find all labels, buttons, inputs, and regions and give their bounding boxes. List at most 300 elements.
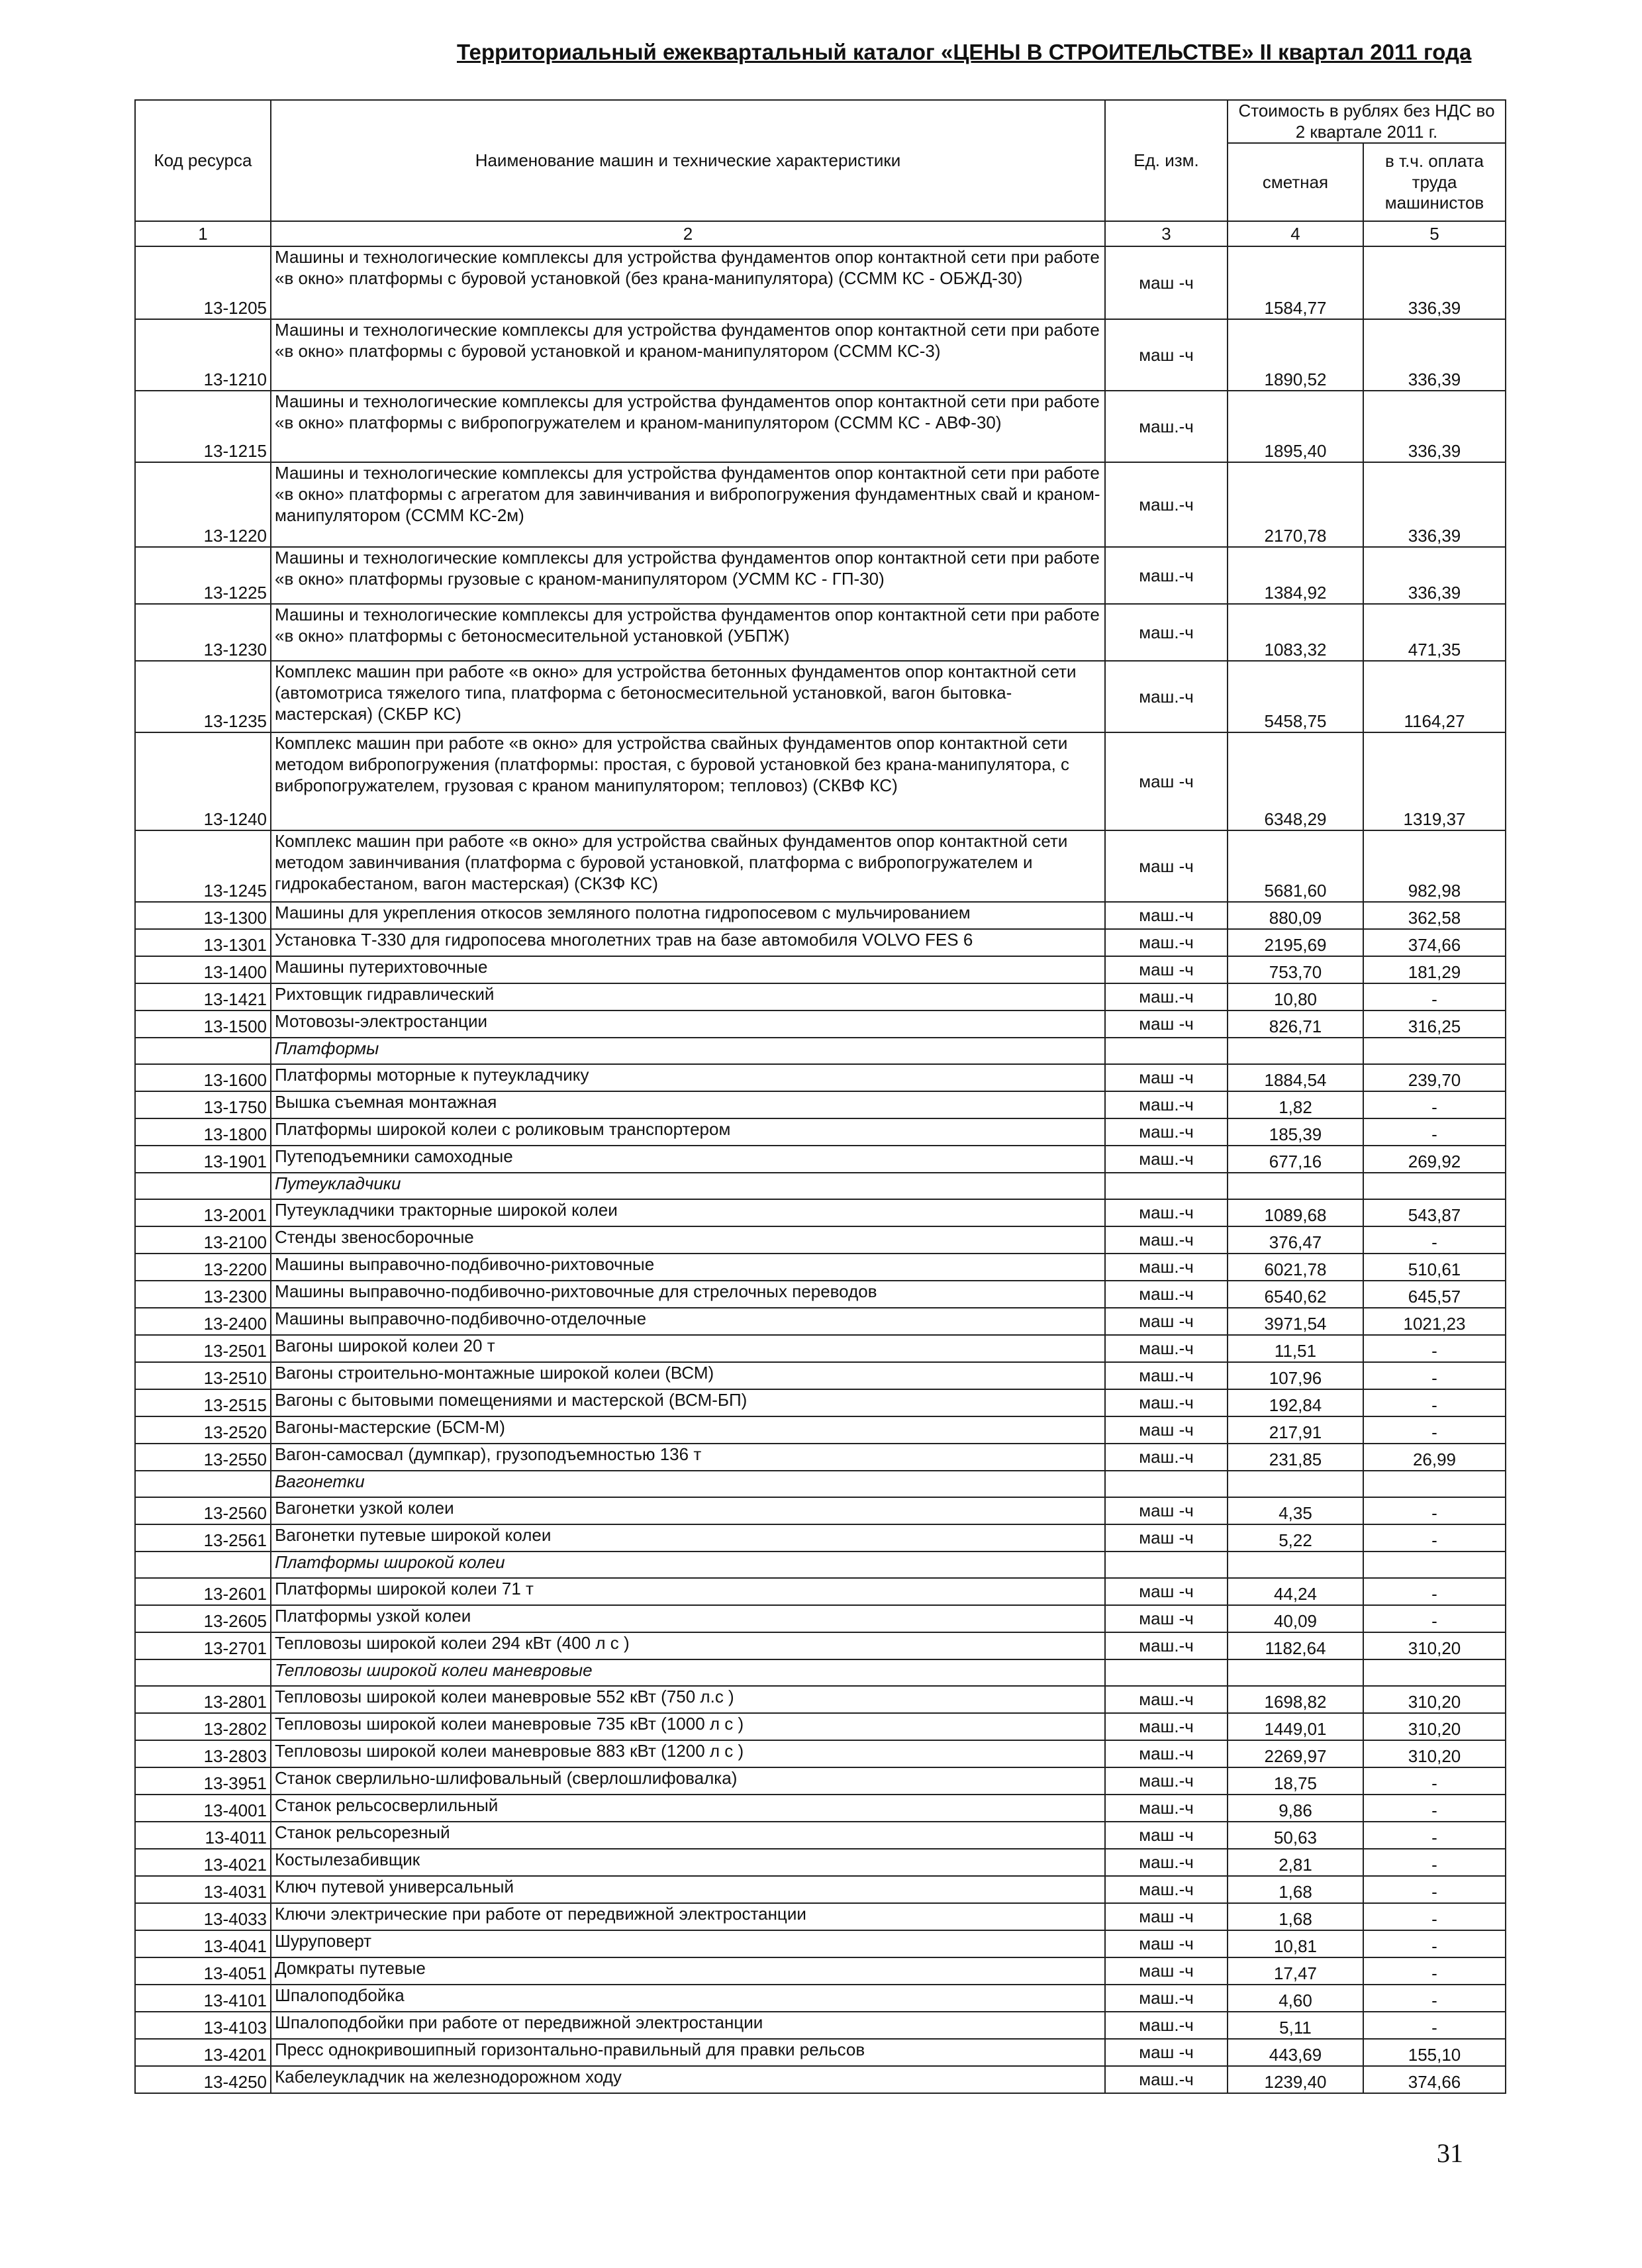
table-row <box>135 1903 1506 1930</box>
code-cell <box>135 1659 271 1686</box>
machine-name: Комплекс машин при работе «в окно» для устройства бетонных фундаментов опор контактной сети (автомотриса тяжелого типа, платформа с бетоносмесительной установкой, вагон бытовка-мастерская) (СКБР КС) <box>271 661 1105 732</box>
operator-wage: 374,66 <box>1363 2066 1506 2093</box>
section-title: Вагонетки <box>271 1471 1105 1497</box>
unit-of-measure: маш.-ч <box>1105 1849 1228 1876</box>
operator-wage: - <box>1363 1605 1506 1632</box>
unit-of-measure: маш.-ч <box>1105 547 1228 604</box>
price-cell <box>1228 1659 1363 1686</box>
resource-code: 13-4101 <box>135 1985 271 2012</box>
table-row <box>135 2012 1506 2039</box>
resource-code: 13-1901 <box>135 1146 271 1173</box>
resource-code: 13-1301 <box>135 929 271 956</box>
table-row <box>135 1254 1506 1281</box>
unit-of-measure: маш -ч <box>1105 1011 1228 1038</box>
estimated-cost: 44,24 <box>1228 1578 1363 1605</box>
unit-cell <box>1105 1038 1228 1064</box>
estimated-cost: 4,60 <box>1228 1985 1363 2012</box>
table-row <box>135 1795 1506 1822</box>
estimated-cost: 376,47 <box>1228 1226 1363 1254</box>
machine-name: Пресс однокривошипный горизонтально-правильный для правки рельсов <box>271 2039 1105 2066</box>
estimated-cost: 6348,29 <box>1228 732 1363 830</box>
machine-name: Машины выправочно-подбивочно-рихтовочные <box>271 1254 1105 1281</box>
column-number: 1 <box>135 221 271 246</box>
operator-wage: 316,25 <box>1363 1011 1506 1038</box>
machine-name: Платформы широкой колеи с роликовым транспортером <box>271 1118 1105 1146</box>
resource-code: 13-2561 <box>135 1524 271 1552</box>
unit-cell <box>1105 1659 1228 1686</box>
unit-of-measure: маш.-ч <box>1105 391 1228 462</box>
machine-name: Шпалоподбойка <box>271 1985 1105 2012</box>
unit-of-measure: маш.-ч <box>1105 1335 1228 1362</box>
operator-wage: 269,92 <box>1363 1146 1506 1173</box>
resource-code: 13-4041 <box>135 1930 271 1957</box>
resource-code: 13-4250 <box>135 2066 271 2093</box>
table-row <box>135 830 1506 902</box>
resource-code: 13-2400 <box>135 1308 271 1335</box>
unit-of-measure: маш -ч <box>1105 1930 1228 1957</box>
unit-of-measure: маш.-ч <box>1105 1254 1228 1281</box>
resource-code: 13-4031 <box>135 1876 271 1903</box>
table-row <box>135 1362 1506 1389</box>
table-row <box>135 1416 1506 1444</box>
table-row <box>135 1605 1506 1632</box>
operator-wage: 982,98 <box>1363 830 1506 902</box>
table-row <box>135 956 1506 983</box>
operator-wage: - <box>1363 1903 1506 1930</box>
machine-name: Вышка съемная монтажная <box>271 1091 1105 1118</box>
estimated-cost: 1890,52 <box>1228 319 1363 391</box>
machine-name: Тепловозы широкой колеи маневровые 552 кВт (750 л.с ) <box>271 1686 1105 1713</box>
operator-wage: 26,99 <box>1363 1444 1506 1471</box>
unit-of-measure: маш -ч <box>1105 1957 1228 1985</box>
estimated-cost: 5,11 <box>1228 2012 1363 2039</box>
table-row <box>135 391 1506 462</box>
resource-code: 13-1245 <box>135 830 271 902</box>
operator-wage: 645,57 <box>1363 1281 1506 1308</box>
operator-wage: 1319,37 <box>1363 732 1506 830</box>
resource-code: 13-2801 <box>135 1686 271 1713</box>
column-number: 4 <box>1228 221 1363 246</box>
machine-name: Машины выправочно-подбивочно-рихтовочные для стрелочных переводов <box>271 1281 1105 1308</box>
header-code: Код ресурса <box>135 100 271 221</box>
operator-wage: - <box>1363 1335 1506 1362</box>
machine-name: Домкраты путевые <box>271 1957 1105 1985</box>
estimated-cost: 2195,69 <box>1228 929 1363 956</box>
resource-code: 13-2701 <box>135 1632 271 1659</box>
price-cell <box>1228 1471 1363 1497</box>
resource-code: 13-1205 <box>135 246 271 319</box>
table-row <box>135 547 1506 604</box>
unit-of-measure: маш -ч <box>1105 1822 1228 1849</box>
estimated-cost: 1182,64 <box>1228 1632 1363 1659</box>
table-row <box>135 1822 1506 1849</box>
operator-wage: 155,10 <box>1363 2039 1506 2066</box>
operator-wage: - <box>1363 1524 1506 1552</box>
table-row <box>135 1632 1506 1659</box>
machine-name: Платформы моторные к путеукладчику <box>271 1064 1105 1091</box>
estimated-cost: 2269,97 <box>1228 1740 1363 1767</box>
column-number: 5 <box>1363 221 1506 246</box>
machine-name: Платформы узкой колеи <box>271 1605 1105 1632</box>
unit-of-measure: маш.-ч <box>1105 902 1228 929</box>
estimated-cost: 3971,54 <box>1228 1308 1363 1335</box>
unit-of-measure: маш -ч <box>1105 732 1228 830</box>
machine-name: Вагоны-мастерские (БСМ-М) <box>271 1416 1105 1444</box>
wage-cell <box>1363 1659 1506 1686</box>
machine-name: Машины и технологические комплексы для устройства фундаментов опор контактной сети при работе «в окно» платформы с агрегатом для завинчивания и вибропогружения фундаментных свай и краном-манипулятором (ССММ КС-2м) <box>271 462 1105 547</box>
table-row <box>135 661 1506 732</box>
resource-code: 13-1225 <box>135 547 271 604</box>
operator-wage: 471,35 <box>1363 604 1506 661</box>
estimated-cost: 4,35 <box>1228 1497 1363 1524</box>
machine-name: Машины для укрепления откосов земляного полотна гидропосевом с мульчированием <box>271 902 1105 929</box>
operator-wage: 310,20 <box>1363 1713 1506 1740</box>
estimated-cost: 40,09 <box>1228 1605 1363 1632</box>
machine-name: Вагонетки узкой колеи <box>271 1497 1105 1524</box>
table-row <box>135 2066 1506 2093</box>
section-title: Тепловозы широкой колеи маневровые <box>271 1659 1105 1686</box>
machine-name: Машины и технологические комплексы для устройства фундаментов опор контактной сети при работе «в окно» платформы с бетоносмесительной установкой (УБПЖ) <box>271 604 1105 661</box>
unit-of-measure: маш.-ч <box>1105 1985 1228 2012</box>
machine-name: Машины и технологические комплексы для устройства фундаментов опор контактной сети при работе «в окно» платформы с буровой установкой (без крана-манипулятора) (ССММ КС - ОБЖД-30) <box>271 246 1105 319</box>
table-row <box>135 1713 1506 1740</box>
estimated-cost: 217,91 <box>1228 1416 1363 1444</box>
resource-code: 13-4011 <box>135 1822 271 1849</box>
operator-wage: 374,66 <box>1363 929 1506 956</box>
operator-wage: 510,61 <box>1363 1254 1506 1281</box>
machine-name: Вагонетки путевые широкой колеи <box>271 1524 1105 1552</box>
machine-name: Тепловозы широкой колеи маневровые 883 кВт (1200 л с ) <box>271 1740 1105 1767</box>
resource-code: 13-1500 <box>135 1011 271 1038</box>
operator-wage: - <box>1363 1578 1506 1605</box>
unit-of-measure: маш.-ч <box>1105 1389 1228 1416</box>
resource-code: 13-2605 <box>135 1605 271 1632</box>
unit-of-measure: маш.-ч <box>1105 661 1228 732</box>
estimated-cost: 1384,92 <box>1228 547 1363 604</box>
operator-wage: - <box>1363 1849 1506 1876</box>
resource-code: 13-4051 <box>135 1957 271 1985</box>
machine-name: Тепловозы широкой колеи маневровые 735 кВт (1000 л с ) <box>271 1713 1105 1740</box>
unit-of-measure: маш.-ч <box>1105 2066 1228 2093</box>
operator-wage: - <box>1363 1389 1506 1416</box>
code-cell <box>135 1038 271 1064</box>
header-unit: Ед. изм. <box>1105 100 1228 221</box>
machine-name: Ключ путевой универсальный <box>271 1876 1105 1903</box>
estimated-cost: 107,96 <box>1228 1362 1363 1389</box>
operator-wage: - <box>1363 1876 1506 1903</box>
estimated-cost: 1,68 <box>1228 1903 1363 1930</box>
unit-of-measure: маш.-ч <box>1105 1226 1228 1254</box>
machine-name: Комплекс машин при работе «в окно» для устройства свайных фундаментов опор контактной сети методом завинчивания (платформа с буровой установкой, платформа с вибропогружателем и гидрокабестаном, вагон мастерская) (СКЗФ КС) <box>271 830 1105 902</box>
table-row <box>135 732 1506 830</box>
estimated-cost: 185,39 <box>1228 1118 1363 1146</box>
resource-code: 13-2520 <box>135 1416 271 1444</box>
resource-code: 13-2515 <box>135 1389 271 1416</box>
code-cell <box>135 1552 271 1578</box>
table-row <box>135 604 1506 661</box>
section-row <box>135 1173 1506 1199</box>
resource-code: 13-1215 <box>135 391 271 462</box>
unit-of-measure: маш -ч <box>1105 246 1228 319</box>
unit-of-measure: маш -ч <box>1105 1064 1228 1091</box>
table-row <box>135 1308 1506 1335</box>
operator-wage: 543,87 <box>1363 1199 1506 1226</box>
table-row <box>135 1767 1506 1795</box>
estimated-cost: 1449,01 <box>1228 1713 1363 1740</box>
unit-of-measure: маш.-ч <box>1105 1444 1228 1471</box>
wage-cell <box>1363 1038 1506 1064</box>
estimated-cost: 2,81 <box>1228 1849 1363 1876</box>
table-row <box>135 1118 1506 1146</box>
estimated-cost: 5,22 <box>1228 1524 1363 1552</box>
resource-code: 13-2200 <box>135 1254 271 1281</box>
header-wages: в т.ч. оплата труда машинистов <box>1363 143 1506 221</box>
operator-wage: - <box>1363 1795 1506 1822</box>
section-title: Путеукладчики <box>271 1173 1105 1199</box>
unit-of-measure: маш -ч <box>1105 2039 1228 2066</box>
machine-name: Платформы широкой колеи 71 т <box>271 1578 1105 1605</box>
machine-name: Путеподъемники самоходные <box>271 1146 1105 1173</box>
header-name: Наименование машин и технические характеристики <box>271 100 1105 221</box>
unit-of-measure: маш.-ч <box>1105 604 1228 661</box>
machine-name: Шпалоподбойки при работе от передвижной электростанции <box>271 2012 1105 2039</box>
price-cell <box>1228 1552 1363 1578</box>
resource-code: 13-1235 <box>135 661 271 732</box>
table-row <box>135 1849 1506 1876</box>
code-cell <box>135 1471 271 1497</box>
table-row <box>135 1985 1506 2012</box>
unit-of-measure: маш.-ч <box>1105 1795 1228 1822</box>
resource-code: 13-2550 <box>135 1444 271 1471</box>
unit-of-measure: маш.-ч <box>1105 983 1228 1011</box>
estimated-cost: 1,82 <box>1228 1091 1363 1118</box>
section-title: Платформы широкой колеи <box>271 1552 1105 1578</box>
estimated-cost: 5458,75 <box>1228 661 1363 732</box>
table-row <box>135 1226 1506 1254</box>
resource-code: 13-2300 <box>135 1281 271 1308</box>
unit-of-measure: маш.-ч <box>1105 1713 1228 1740</box>
unit-of-measure: маш -ч <box>1105 1308 1228 1335</box>
unit-cell <box>1105 1471 1228 1497</box>
resource-code: 13-4033 <box>135 1903 271 1930</box>
estimated-cost: 6540,62 <box>1228 1281 1363 1308</box>
section-row <box>135 1471 1506 1497</box>
machine-name: Станок сверлильно-шлифовальный (сверлошлифовалка) <box>271 1767 1105 1795</box>
operator-wage: 181,29 <box>1363 956 1506 983</box>
wage-cell <box>1363 1471 1506 1497</box>
machine-name: Машины выправочно-подбивочно-отделочные <box>271 1308 1105 1335</box>
operator-wage: 1021,23 <box>1363 1308 1506 1335</box>
table-row <box>135 1524 1506 1552</box>
estimated-cost: 9,86 <box>1228 1795 1363 1822</box>
unit-of-measure: маш -ч <box>1105 956 1228 983</box>
table-row <box>135 1281 1506 1308</box>
resource-code: 13-2802 <box>135 1713 271 1740</box>
resource-code: 13-2001 <box>135 1199 271 1226</box>
table-row <box>135 1146 1506 1173</box>
wage-cell <box>1363 1552 1506 1578</box>
operator-wage: 362,58 <box>1363 902 1506 929</box>
operator-wage: 336,39 <box>1363 319 1506 391</box>
operator-wage: - <box>1363 1362 1506 1389</box>
operator-wage: - <box>1363 1226 1506 1254</box>
unit-of-measure: маш.-ч <box>1105 1199 1228 1226</box>
resource-code: 13-1230 <box>135 604 271 661</box>
resource-code: 13-1210 <box>135 319 271 391</box>
table-row <box>135 983 1506 1011</box>
estimated-cost: 1884,54 <box>1228 1064 1363 1091</box>
resource-code: 13-1421 <box>135 983 271 1011</box>
table-row <box>135 2039 1506 2066</box>
table-row <box>135 1957 1506 1985</box>
estimated-cost: 10,80 <box>1228 983 1363 1011</box>
section-row <box>135 1552 1506 1578</box>
table-row <box>135 1578 1506 1605</box>
table-body <box>135 246 1506 2093</box>
resource-code: 13-1240 <box>135 732 271 830</box>
unit-of-measure: маш -ч <box>1105 1524 1228 1552</box>
operator-wage: - <box>1363 1767 1506 1795</box>
estimated-cost: 753,70 <box>1228 956 1363 983</box>
operator-wage: - <box>1363 1957 1506 1985</box>
operator-wage: 336,39 <box>1363 246 1506 319</box>
machine-name: Мотовозы-электростанции <box>271 1011 1105 1038</box>
wage-cell <box>1363 1173 1506 1199</box>
unit-cell <box>1105 1173 1228 1199</box>
operator-wage: - <box>1363 1930 1506 1957</box>
machine-name: Рихтовщик гидравлический <box>271 983 1105 1011</box>
machine-name: Станок рельсосверлильный <box>271 1795 1105 1822</box>
resource-code: 13-2510 <box>135 1362 271 1389</box>
table-row <box>135 1686 1506 1713</box>
estimated-cost: 677,16 <box>1228 1146 1363 1173</box>
page-title: Территориальный ежеквартальный каталог «ЦЕНЫ В СТРОИТЕЛЬСТВЕ» II квартал 2011 года <box>457 40 1472 64</box>
unit-cell <box>1105 1552 1228 1578</box>
table-row <box>135 1199 1506 1226</box>
estimated-cost: 6021,78 <box>1228 1254 1363 1281</box>
unit-of-measure: маш.-ч <box>1105 929 1228 956</box>
machine-name: Стенды звеносборочные <box>271 1226 1105 1254</box>
unit-of-measure: маш.-ч <box>1105 1281 1228 1308</box>
machine-name: Костылезабивщик <box>271 1849 1105 1876</box>
resource-code: 13-1220 <box>135 462 271 547</box>
unit-of-measure: маш -ч <box>1105 1497 1228 1524</box>
table-row <box>135 1335 1506 1362</box>
column-number: 3 <box>1105 221 1228 246</box>
unit-of-measure: маш -ч <box>1105 830 1228 902</box>
resource-code: 13-1400 <box>135 956 271 983</box>
operator-wage: - <box>1363 1497 1506 1524</box>
machine-name: Машины и технологические комплексы для устройства фундаментов опор контактной сети при работе «в окно» платформы с вибропогружателем и краном-манипулятором (ССММ КС - АВФ-30) <box>271 391 1105 462</box>
machine-name: Путеукладчики тракторные широкой колеи <box>271 1199 1105 1226</box>
header-cost-group: Стоимость в рублях без НДС во 2 квартале 2011 г. <box>1228 100 1506 143</box>
price-cell <box>1228 1173 1363 1199</box>
estimated-cost: 1239,40 <box>1228 2066 1363 2093</box>
estimated-cost: 17,47 <box>1228 1957 1363 1985</box>
table-row <box>135 1876 1506 1903</box>
table-row <box>135 1740 1506 1767</box>
unit-of-measure: маш -ч <box>1105 1903 1228 1930</box>
unit-of-measure: маш -ч <box>1105 1416 1228 1444</box>
operator-wage: - <box>1363 2012 1506 2039</box>
resource-code: 13-1600 <box>135 1064 271 1091</box>
operator-wage: - <box>1363 1985 1506 2012</box>
unit-of-measure: маш.-ч <box>1105 1091 1228 1118</box>
estimated-cost: 18,75 <box>1228 1767 1363 1795</box>
resource-code: 13-1300 <box>135 902 271 929</box>
resource-code: 13-2803 <box>135 1740 271 1767</box>
unit-of-measure: маш.-ч <box>1105 2012 1228 2039</box>
operator-wage: 336,39 <box>1363 547 1506 604</box>
column-number: 2 <box>271 221 1105 246</box>
estimated-cost: 1089,68 <box>1228 1199 1363 1226</box>
code-cell <box>135 1173 271 1199</box>
unit-of-measure: маш.-ч <box>1105 1146 1228 1173</box>
machine-name: Машины и технологические комплексы для устройства фундаментов опор контактной сети при работе «в окно» платформы грузовые с краном-манипулятором (УСММ КС - ГП-30) <box>271 547 1105 604</box>
estimated-cost: 50,63 <box>1228 1822 1363 1849</box>
machine-name: Тепловозы широкой колеи 294 кВт (400 л с ) <box>271 1632 1105 1659</box>
estimated-cost: 443,69 <box>1228 2039 1363 2066</box>
section-row <box>135 1038 1506 1064</box>
estimated-cost: 826,71 <box>1228 1011 1363 1038</box>
estimated-cost: 10,81 <box>1228 1930 1363 1957</box>
machine-name: Вагоны широкой колеи 20 т <box>271 1335 1105 1362</box>
machine-name: Вагоны строительно-монтажные широкой колеи (ВСМ) <box>271 1362 1105 1389</box>
table-row <box>135 929 1506 956</box>
estimated-cost: 2170,78 <box>1228 462 1363 547</box>
table-row <box>135 1389 1506 1416</box>
table-row <box>135 319 1506 391</box>
resource-code: 13-4001 <box>135 1795 271 1822</box>
estimated-cost: 1698,82 <box>1228 1686 1363 1713</box>
estimated-cost: 1895,40 <box>1228 391 1363 462</box>
estimated-cost: 1083,32 <box>1228 604 1363 661</box>
machine-name: Комплекс машин при работе «в окно» для устройства свайных фундаментов опор контактной сети методом вибропогружения (платформы: простая, с буровой установкой без крана-манипулятора, с вибропогружателем, грузовая с краном манипулятором; тепловоз) (СКВФ КС) <box>271 732 1105 830</box>
operator-wage: 1164,27 <box>1363 661 1506 732</box>
operator-wage: 310,20 <box>1363 1686 1506 1713</box>
estimated-cost: 231,85 <box>1228 1444 1363 1471</box>
resource-code: 13-4103 <box>135 2012 271 2039</box>
unit-of-measure: маш.-ч <box>1105 1686 1228 1713</box>
unit-of-measure: маш.-ч <box>1105 1876 1228 1903</box>
resource-code: 13-2560 <box>135 1497 271 1524</box>
section-title: Платформы <box>271 1038 1105 1064</box>
unit-of-measure: маш -ч <box>1105 319 1228 391</box>
table-row <box>135 1091 1506 1118</box>
resource-code: 13-3951 <box>135 1767 271 1795</box>
resource-code: 13-4021 <box>135 1849 271 1876</box>
unit-of-measure: маш.-ч <box>1105 1362 1228 1389</box>
machine-name: Вагоны с бытовыми помещениями и мастерской (ВСМ-БП) <box>271 1389 1105 1416</box>
unit-of-measure: маш.-ч <box>1105 1632 1228 1659</box>
resource-code: 13-2501 <box>135 1335 271 1362</box>
operator-wage: 336,39 <box>1363 462 1506 547</box>
table-row <box>135 1064 1506 1091</box>
unit-of-measure: маш -ч <box>1105 1578 1228 1605</box>
table-row <box>135 1497 1506 1524</box>
estimated-cost: 11,51 <box>1228 1335 1363 1362</box>
machine-name: Ключи электрические при работе от передвижной электростанции <box>271 1903 1105 1930</box>
machine-name: Шуруповерт <box>271 1930 1105 1957</box>
unit-of-measure: маш.-ч <box>1105 1740 1228 1767</box>
resource-code: 13-1750 <box>135 1091 271 1118</box>
operator-wage: - <box>1363 1822 1506 1849</box>
price-catalog-table <box>134 99 1506 2094</box>
machine-name: Вагон-самосвал (думпкар), грузоподъемностью 136 т <box>271 1444 1105 1471</box>
operator-wage: - <box>1363 983 1506 1011</box>
estimated-cost: 880,09 <box>1228 902 1363 929</box>
unit-of-measure: маш.-ч <box>1105 1118 1228 1146</box>
